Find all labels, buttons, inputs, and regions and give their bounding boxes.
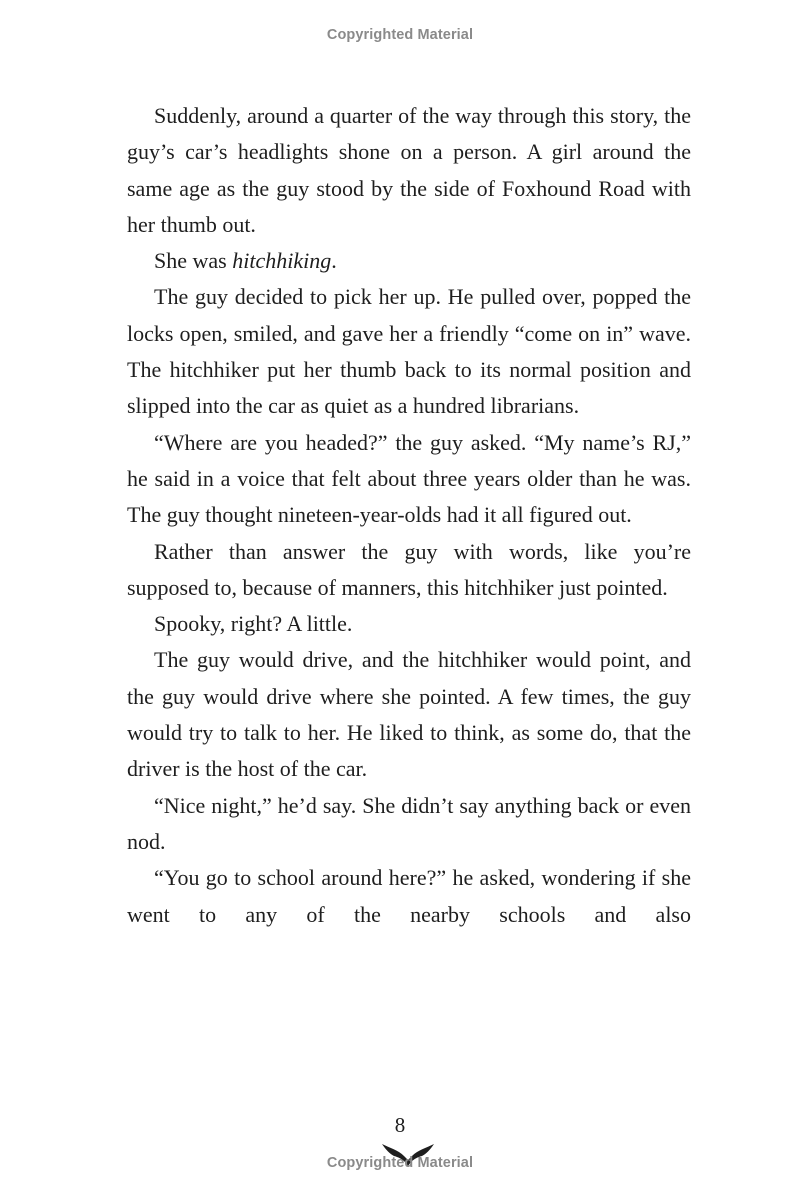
paragraph: “Where are you headed?” the guy asked. “My name’s RJ,” he said in a voice that felt about three years older than he was. The guy thought nineteen-year-olds had it all figured out.: [127, 429, 691, 528]
paragraph: Rather than answer the guy with words, like you’re supposed to, because of manners, this hitchhiker just pointed.: [127, 538, 691, 600]
copyright-watermark-top: Copyrighted Material: [326, 27, 474, 43]
paragraph: Suddenly, around a quarter of the way through this story, the guy’s car’s headlights shone on a person. A girl around the same age as the guy stood by the side of Foxhound Road with her thumb out.: [127, 103, 691, 237]
paragraph-prefix: She was: [154, 248, 233, 274]
paragraph: “You go to school around here?” he asked, wondering if she went to any of the nearby schools and also: [127, 865, 691, 927]
paragraph-hitchhiking: [127, 243, 691, 279]
page-number: 8: [394, 1113, 406, 1137]
paragraph-suffix: .: [331, 248, 337, 274]
paragraph: The guy decided to pick her up. He pulled over, popped the locks open, smiled, and gave her a friendly “come on in” wave. The hitchhiker put her thumb back to its normal position and slipped into the car as quiet as a hundred librarians.: [127, 284, 691, 419]
copyright-watermark-bottom: Copyrighted Material: [326, 1155, 474, 1171]
paragraph: “Nice night,” he’d say. She didn’t say anything back or even nod.: [127, 792, 691, 854]
paragraph: Spooky, right? A little.: [154, 611, 353, 637]
italic-word: hitchhiking: [232, 248, 332, 274]
page-body-text: [127, 98, 691, 933]
paragraph: The guy would drive, and the hitchhiker would point, and the guy would drive where she pointed. A few times, the guy would try to talk to her. He liked to think, as some do, that the driver is the host of the car.: [127, 647, 691, 782]
